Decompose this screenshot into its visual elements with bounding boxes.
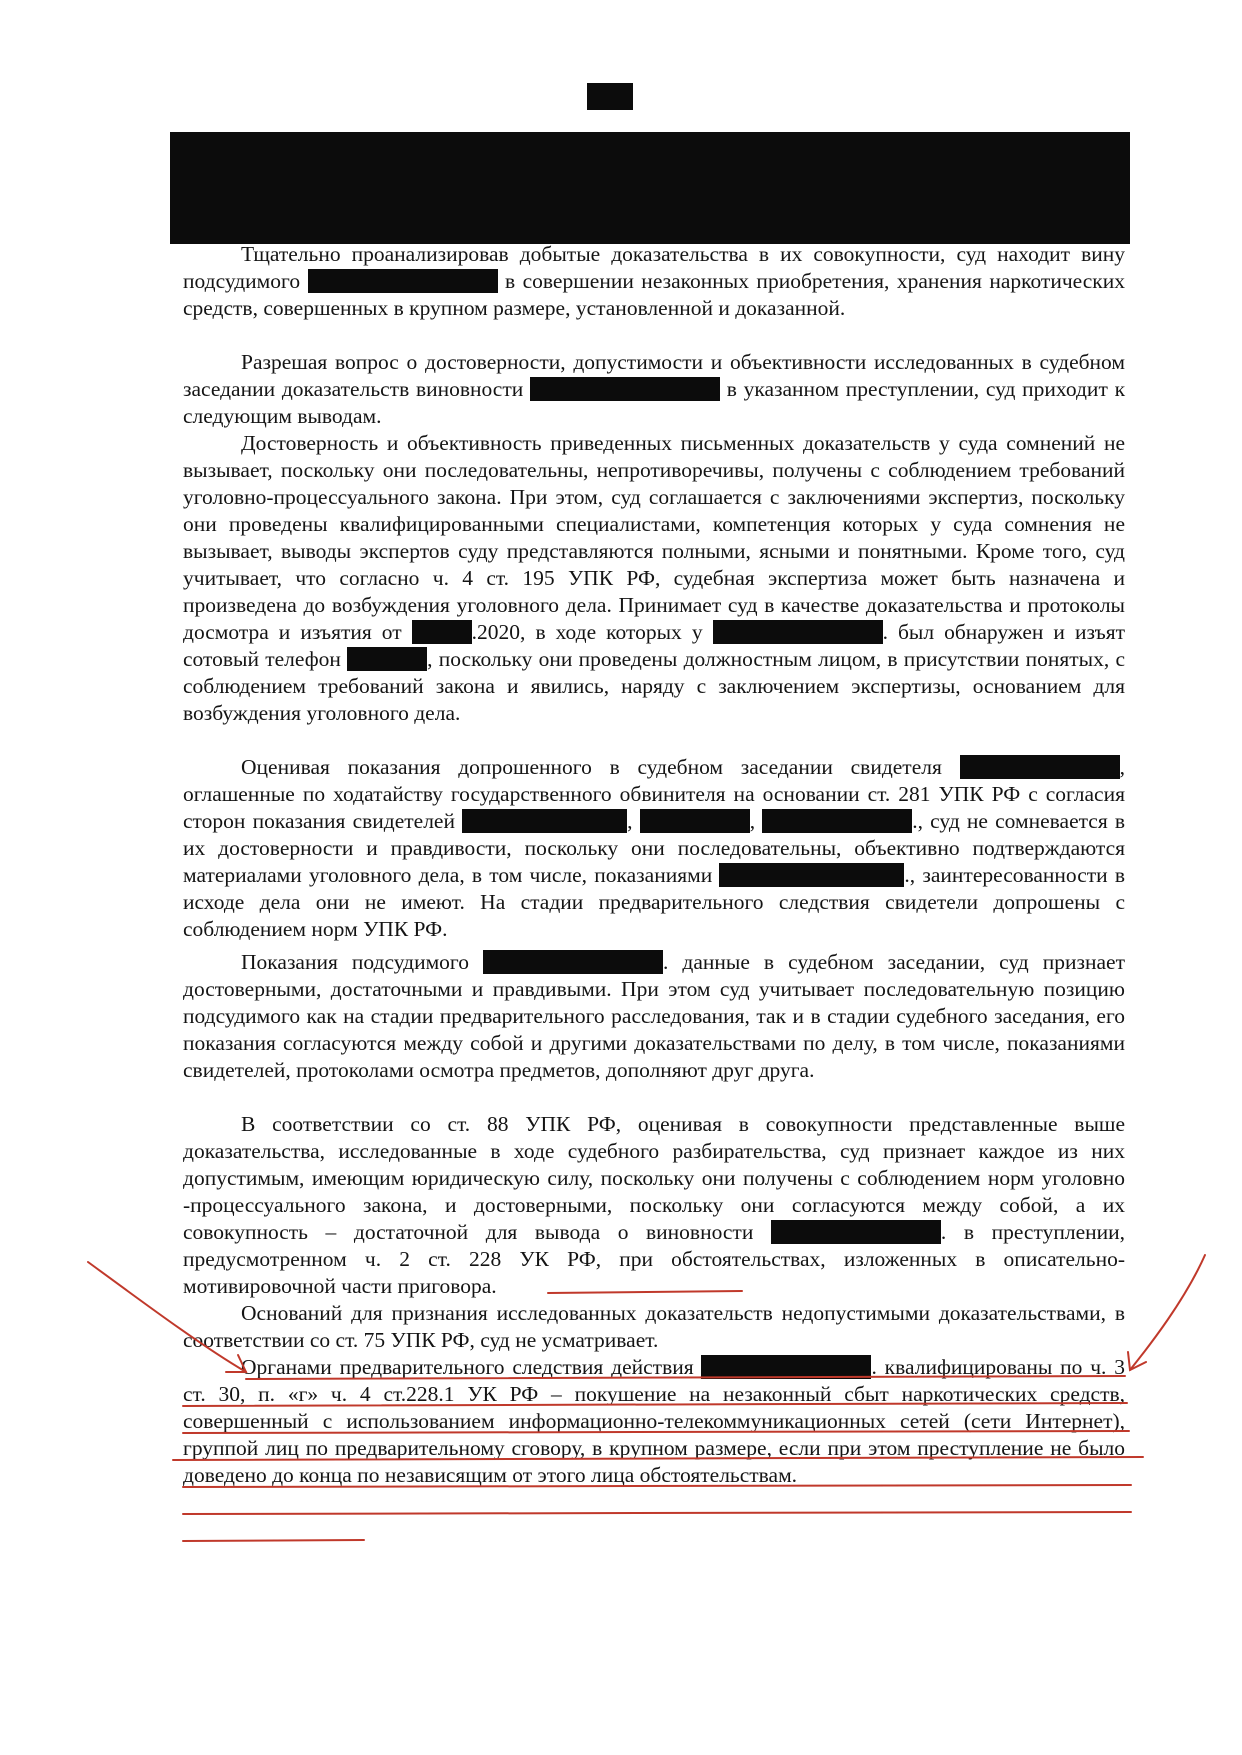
paragraph-4-text-a: Оценивая показания допрошенного в судебном заседании свидетеля bbox=[241, 755, 960, 779]
paragraph-2-text-b: в указанном преступлении, суд приходит к следующим выводам. bbox=[183, 377, 1126, 428]
underline-qualification-1 bbox=[246, 1376, 1125, 1379]
underline-qualification-5 bbox=[183, 1485, 1131, 1487]
underline-qualification-7 bbox=[183, 1540, 364, 1541]
underline-qualification-2 bbox=[183, 1403, 1127, 1406]
underline-qualification-4 bbox=[173, 1457, 1143, 1460]
paragraph-3-text-c: . был обнаружен и изъят сотовый телефон bbox=[183, 620, 1125, 671]
paragraph-4-text-f: ., заинтересованности в исходе дела они не имеют. На стадии предварительного следствия свидетели допрошены с соблюдением норм УПК РФ. bbox=[183, 863, 1125, 941]
arrow-left-line bbox=[88, 1262, 246, 1372]
paragraph-4-text-c: , bbox=[627, 809, 640, 833]
paragraph-5-text-a: Показания подсудимого bbox=[241, 950, 483, 974]
paragraph-3-text-d: , поскольку они проведены должностным лицом, в присутствии понятых, с соблюдением требований закона и явились, наряду с заключением экспертизы, основанием для возбуждения уголовного дела. bbox=[183, 647, 1125, 725]
paragraph-8-text-b: . квалифицированы по ч. 3 ст. 30, п. «г» ч. 4 ст.228.1 УК РФ – покушение на незаконный сбыт наркотических средств, совершенный с использованием информационно-телекоммуникационных сетей (сети Интернет), группой лиц по предварительному сговору, в крупном размере, если при этом преступление не было доведено до конца по независящим от этого лица обстоятельствам. bbox=[183, 1355, 1125, 1487]
underline-qualification-6 bbox=[183, 1512, 1131, 1514]
paragraph-1-text-b: в совершении незаконных приобретения, хранения наркотических средств, совершенных в крупном размере, установленной и доказанной. bbox=[183, 269, 1125, 320]
paragraph-3-text-b: .2020, в ходе которых у bbox=[471, 620, 713, 644]
arrow-right-line bbox=[1130, 1255, 1205, 1370]
paragraph-4-text-d: , bbox=[749, 809, 763, 833]
paragraph-6-text-a: В соответствии со ст. 88 УПК РФ, оценивая в совокупности представленные выше доказательства, исследованные в ходе судебного разбирательства, суд признает каждое из них допустимым, имеющим юридическую силу, поскольку они получены с соблюдением норм уголовно -процессуального закона, и достоверными, поскольку они согласуются между собой, а их совокупность – достаточной для вывода о виновности bbox=[183, 1112, 1125, 1244]
underline-article-reference bbox=[548, 1291, 742, 1293]
paragraph-4-text-e: ., суд не сомневается в их достоверности и правдивости, поскольку они последовательны, объективно подтверждаются материалами уголовного дела, в том числе, показаниями bbox=[183, 809, 1126, 887]
paragraph-3-text-a: Достоверность и объективность приведенных письменных доказательств у суда сомнений не вызывает, поскольку они последовательны, непротиворечивы, получены с соблюдением требований уголовно-процессуального закона. При этом, суд соглашается с заключениями экспертиз, поскольку они проведены квалифицированными специалистами, компетенция которых у суда сомнения не вызывает, выводы экспертов суду представляются полными, ясными и понятными. Кроме того, суд учитывает, что согласно ч. 4 ст. 195 УПК РФ, судебная экспертиза может быть назначена и произведена до возбуждения уголовного дела. Принимает суд в качестве доказательства и протоколы досмотра и изъятия от bbox=[183, 431, 1125, 644]
underline-qualification-3 bbox=[183, 1431, 1129, 1433]
paragraph-5-text-b: . данные в судебном заседании, суд признает достоверными, достаточными и правдивыми. При этом суд учитывает последовательную позицию подсудимого как на стадии предварительного расследования, так и в стадии судебного заседания, его показания согласуются между собой и другими доказательствами по делу, в том числе, показаниями свидетелей, протоколами осмотра предметов, дополняют друг друга. bbox=[183, 950, 1125, 1082]
paragraph-6-text-b: . в преступлении, предусмотренном ч. 2 ст. 228 УК РФ, при обстоятельствах, изложенных в описательно-мотивировочной части приговора. bbox=[183, 1220, 1126, 1298]
paragraph-2-text-a: Разрешая вопрос о достоверности, допустимости и объективности исследованных в судебном заседании доказательств виновности bbox=[183, 350, 1125, 401]
paragraph-7-text: Оснований для признания исследованных доказательств недопустимыми доказательствами, в соответствии со ст. 75 УПК РФ, суд не усматривает. bbox=[183, 1301, 1125, 1352]
paragraph-1-text-a: Тщательно проанализировав добытые доказательства в их совокупности, суд находит вину подсудимого bbox=[183, 242, 1125, 293]
paragraph-8-text-a: Органами предварительного следствия действия bbox=[241, 1355, 702, 1379]
paragraph-4-text-b: , оглашенные по ходатайству государственного обвинителя на основании ст. 281 УПК РФ с согласия сторон показания свидетелей bbox=[183, 755, 1125, 833]
